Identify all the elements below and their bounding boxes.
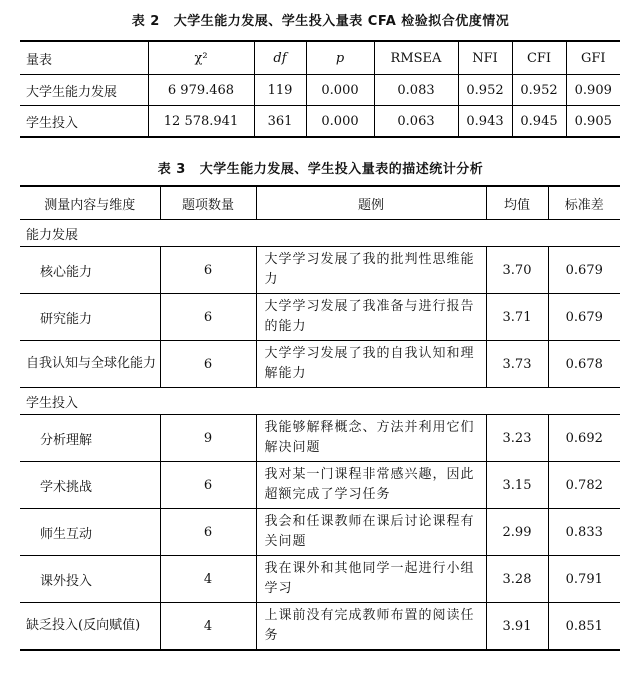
count-cell: 4 — [160, 603, 256, 651]
dimension-cell: 学术挑战 — [20, 462, 160, 509]
header-cell: 量表 — [26, 52, 53, 68]
dimension-cell: 自我认知与全球化能力 — [20, 341, 160, 388]
mean-cell: 3.73 — [486, 341, 548, 388]
descriptive-stats-table — [20, 185, 620, 651]
example-cell: 上课前没有完成教师布置的阅读任务 — [256, 603, 486, 651]
table-cell: 大学生能力发展 — [20, 75, 148, 106]
example-cell: 我能够解释概念、方法并利用它们解决问题 — [256, 415, 486, 462]
table-cell: 0.063 — [374, 106, 458, 138]
count-cell: 6 — [160, 462, 256, 509]
dimension-cell: 研究能力 — [20, 294, 160, 341]
table-header-row — [20, 41, 620, 75]
table-cell: 119 — [254, 75, 306, 106]
table-row — [20, 509, 620, 556]
header-cell: 测量内容与维度 — [20, 186, 160, 220]
count-cell: 6 — [160, 294, 256, 341]
header-cell: df — [254, 41, 306, 75]
sd-cell: 0.679 — [548, 294, 620, 341]
example-cell: 我会和任课教师在课后讨论课程有关问题 — [256, 509, 486, 556]
count-cell: 6 — [160, 247, 256, 294]
dimension-cell: 课外投入 — [20, 556, 160, 603]
sd-cell: 0.678 — [548, 341, 620, 388]
count-cell: 9 — [160, 415, 256, 462]
table-header-row — [20, 186, 620, 220]
group-row — [20, 388, 620, 415]
header-cell: p — [306, 41, 374, 75]
table2-caption — [0, 10, 641, 29]
sd-cell: 0.679 — [548, 247, 620, 294]
header-cell: NFI — [458, 41, 512, 75]
mean-cell: 3.28 — [486, 556, 548, 603]
sd-cell: 0.791 — [548, 556, 620, 603]
mean-cell: 3.71 — [486, 294, 548, 341]
example-cell: 我在课外和其他同学一起进行小组学习 — [256, 556, 486, 603]
header-cell: χ² — [148, 41, 254, 75]
header-cell: CFI — [512, 41, 566, 75]
table-row — [20, 603, 620, 651]
table-cell: 0.905 — [566, 106, 620, 138]
mean-cell: 3.23 — [486, 415, 548, 462]
header-cell: 均值 — [486, 186, 548, 220]
table-cell: 0.000 — [306, 75, 374, 106]
group-label: 学生投入 — [20, 388, 620, 415]
example-cell: 大学学习发展了我的自我认知和理解能力 — [256, 341, 486, 388]
table-row — [20, 294, 620, 341]
table2-number: 表 2 — [131, 14, 160, 29]
table2-title: 大学生能力发展、学生投入量表 CFA 检验拟合优度情况 — [173, 14, 510, 29]
table-row — [20, 462, 620, 509]
sd-cell: 0.692 — [548, 415, 620, 462]
table3-caption — [0, 158, 641, 177]
table-row — [20, 341, 620, 388]
count-cell: 6 — [160, 341, 256, 388]
example-cell: 大学学习发展了我的批判性思维能力 — [256, 247, 486, 294]
table-cell: 学生投入 — [20, 106, 148, 138]
mean-cell: 3.91 — [486, 603, 548, 651]
header-cell: RMSEA — [374, 41, 458, 75]
header-cell: 题例 — [256, 186, 486, 220]
table-row — [20, 247, 620, 294]
dimension-cell: 核心能力 — [20, 247, 160, 294]
table-cell: 0.943 — [458, 106, 512, 138]
example-cell: 我对某一门课程非常感兴趣，因此超额完成了学习任务 — [256, 462, 486, 509]
table-cell: 0.909 — [566, 75, 620, 106]
table-cell: 361 — [254, 106, 306, 138]
table-row — [20, 75, 620, 106]
table3-title: 大学生能力发展、学生投入量表的描述统计分析 — [199, 162, 484, 177]
count-cell: 6 — [160, 509, 256, 556]
table3-number: 表 3 — [157, 162, 186, 177]
count-cell: 4 — [160, 556, 256, 603]
mean-cell: 2.99 — [486, 509, 548, 556]
group-label: 能力发展 — [20, 220, 620, 247]
sd-cell: 0.833 — [548, 509, 620, 556]
table-cell: 0.945 — [512, 106, 566, 138]
table-row — [20, 106, 620, 138]
table-cell: 0.083 — [374, 75, 458, 106]
sd-cell: 0.851 — [548, 603, 620, 651]
header-cell: 题项数量 — [160, 186, 256, 220]
header-cell: GFI — [566, 41, 620, 75]
cfa-fit-table — [20, 40, 620, 138]
table-cell: 0.000 — [306, 106, 374, 138]
group-row — [20, 220, 620, 247]
header-cell: 标准差 — [548, 186, 620, 220]
dimension-cell: 师生互动 — [20, 509, 160, 556]
table-cell: 12 578.941 — [148, 106, 254, 138]
dimension-cell: 缺乏投入(反向赋值) — [20, 603, 160, 651]
table-cell: 0.952 — [458, 75, 512, 106]
table-row — [20, 415, 620, 462]
dimension-cell: 分析理解 — [20, 415, 160, 462]
example-cell: 大学学习发展了我准备与进行报告的能力 — [256, 294, 486, 341]
mean-cell: 3.15 — [486, 462, 548, 509]
table-cell: 0.952 — [512, 75, 566, 106]
table-row — [20, 556, 620, 603]
sd-cell: 0.782 — [548, 462, 620, 509]
table-cell: 6 979.468 — [148, 75, 254, 106]
mean-cell: 3.70 — [486, 247, 548, 294]
